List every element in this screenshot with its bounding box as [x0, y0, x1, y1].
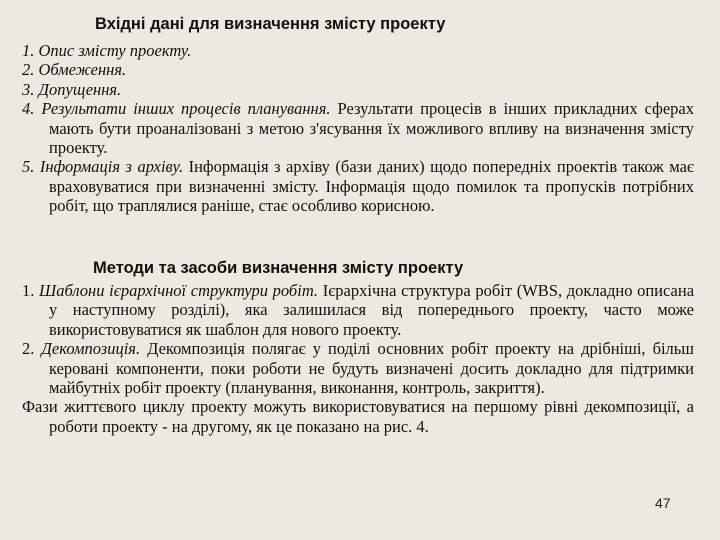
item-number: 1. — [22, 281, 35, 300]
item-text: Ієрархічна структура робіт (WBS, докладно описана у наступному розділі), яка залишилася від попереднього проекту, часто може використовуватися як шаблон для нового проекту. — [49, 281, 695, 339]
item-term: Результати інших процесів планування. — [41, 99, 331, 119]
item-number: 2. — [22, 60, 35, 80]
item-number: 5. — [22, 157, 35, 177]
item-text: Результати процесів в інших прикладних сферах мають бути проаналізовані з метою з'ясування їх можливого впливу на визначення змісту проекту. — [49, 99, 694, 158]
list-item — [22, 99, 694, 157]
item-term: Декомпозиція. — [41, 339, 141, 359]
item-term: Шаблони ієрархічної структури робіт. — [39, 281, 319, 300]
heading-inputs: Вхідні дані для визначення змісту проекту — [95, 15, 446, 33]
item-number: 3. — [22, 79, 35, 99]
list-item — [22, 281, 694, 339]
item-text: Інформація з архіву (бази даних) щодо попередніх проектів також має враховуватися при визначенні змісту. Інформація щодо помилок та пропусків потрібних робіт, що траплялися раніше, стає особливо корисною. — [49, 157, 694, 216]
item-term: Допущення. — [38, 79, 122, 99]
list-item — [22, 339, 694, 397]
list-item — [22, 41, 694, 60]
item-number: 4. — [22, 99, 35, 119]
heading-methods: Методи та засоби визначення змісту проекту — [93, 259, 464, 277]
page-number: 47 — [655, 495, 671, 511]
list-item — [22, 60, 694, 79]
item-number: 2. — [22, 339, 35, 359]
list-item — [22, 157, 694, 215]
item-term: Обмеження. — [38, 60, 127, 80]
item-number: 1. — [22, 41, 35, 60]
closing-paragraph: Фази життєвого циклу проекту можуть використовуватися на першому рівні декомпозиції, а роботи проекту - на другому, як це показано на рис. 4. — [22, 397, 694, 436]
item-term: Опис змісту проекту. — [38, 41, 192, 60]
item-text: Декомпозиція полягає у поділі основних робіт проекту на дрібніші, більш керовані компоненти, поки роботи не будуть визначені досить докладно для підтримки майбутніх робіт проекту (планування, виконання, контроль, закриття). — [49, 339, 695, 398]
list-item — [22, 80, 694, 99]
methods-list — [22, 281, 694, 436]
item-term: Інформація з архіву. — [39, 157, 184, 177]
inputs-list — [22, 41, 694, 216]
